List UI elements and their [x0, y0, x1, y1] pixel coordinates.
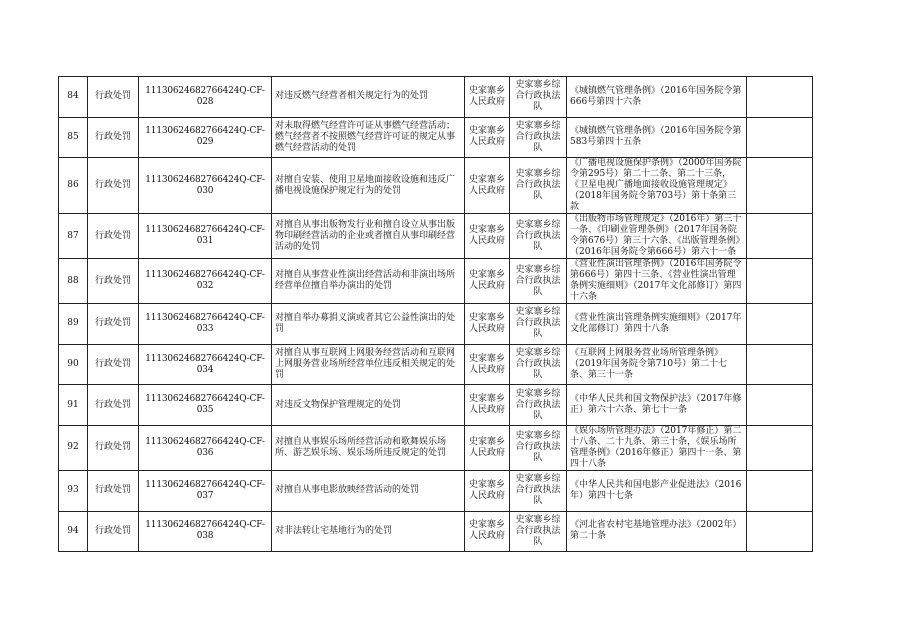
- row-number: 85: [59, 117, 88, 158]
- item-name-cell: 对非法转让宅基地行为的处罚: [272, 511, 465, 552]
- item-code-cell: 11130624682766424Q-CF-029: [139, 117, 272, 158]
- remarks-cell: [747, 344, 813, 385]
- power-list-table: [58, 76, 813, 552]
- row-number: 90: [59, 344, 88, 385]
- category-cell: 行政处罚: [88, 259, 139, 304]
- category-cell: 行政处罚: [88, 344, 139, 385]
- item-name-cell: 对擅自举办募捐义演或者其它公益性演出的处罚: [272, 304, 465, 345]
- subject-cell: 史家寨乡人民政府: [465, 214, 510, 259]
- item-name-cell: 对擅自从事互联网上网服务经营活动和互联网上网服务营业场所经营单位违反相关规定的处罚: [272, 344, 465, 385]
- item-code-cell: 11130624682766424Q-CF-032: [139, 259, 272, 304]
- table-row: [59, 158, 813, 214]
- category-cell: 行政处罚: [88, 511, 139, 552]
- department-cell: 史家寨乡综合行政执法队: [510, 344, 567, 385]
- category-cell: 行政处罚: [88, 304, 139, 345]
- category-cell: 行政处罚: [88, 425, 139, 470]
- table-body: [59, 77, 813, 552]
- item-name-cell: 对擅自从事电影放映经营活动的处罚: [272, 470, 465, 511]
- subject-cell: 史家寨乡人民政府: [465, 304, 510, 345]
- item-name-cell: 对违反燃气经营者相关规定行为的处罚: [272, 77, 465, 118]
- item-name-cell: 对擅自安装、使用卫星地面接收设施和违反广播电视设施保护规定行为的处罚: [272, 158, 465, 214]
- department-cell: 史家寨乡综合行政执法队: [510, 259, 567, 304]
- table-row: [59, 117, 813, 158]
- department-cell: 史家寨乡综合行政执法队: [510, 77, 567, 118]
- table-row: [59, 77, 813, 118]
- table-row: [59, 385, 813, 426]
- category-cell: 行政处罚: [88, 470, 139, 511]
- item-code-cell: 11130624682766424Q-CF-031: [139, 214, 272, 259]
- department-cell: 史家寨乡综合行政执法队: [510, 425, 567, 470]
- item-code-cell: 11130624682766424Q-CF-034: [139, 344, 272, 385]
- department-cell: 史家寨乡综合行政执法队: [510, 385, 567, 426]
- table-row: [59, 511, 813, 552]
- remarks-cell: [747, 425, 813, 470]
- row-number: 86: [59, 158, 88, 214]
- category-cell: 行政处罚: [88, 117, 139, 158]
- subject-cell: 史家寨乡人民政府: [465, 344, 510, 385]
- table-row: [59, 259, 813, 304]
- subject-cell: 史家寨乡人民政府: [465, 117, 510, 158]
- subject-cell: 史家寨乡人民政府: [465, 511, 510, 552]
- table-row: [59, 214, 813, 259]
- table-row: [59, 470, 813, 511]
- row-number: 88: [59, 259, 88, 304]
- legal-basis-cell: 《河北省农村宅基地管理办法》（2002年）第二十条: [567, 511, 747, 552]
- remarks-cell: [747, 304, 813, 345]
- legal-basis-cell: 《互联网上网服务营业场所管理条例》（2019年国务院令第710号）第二十七条、第三十一条: [567, 344, 747, 385]
- item-code-cell: 11130624682766424Q-CF-037: [139, 470, 272, 511]
- category-cell: 行政处罚: [88, 385, 139, 426]
- subject-cell: 史家寨乡人民政府: [465, 259, 510, 304]
- remarks-cell: [747, 385, 813, 426]
- department-cell: 史家寨乡综合行政执法队: [510, 304, 567, 345]
- item-code-cell: 11130624682766424Q-CF-036: [139, 425, 272, 470]
- remarks-cell: [747, 470, 813, 511]
- subject-cell: 史家寨乡人民政府: [465, 77, 510, 118]
- category-cell: 行政处罚: [88, 158, 139, 214]
- table-row: [59, 304, 813, 345]
- row-number: 89: [59, 304, 88, 345]
- legal-basis-cell: 《城镇燃气管理条例》（2016年国务院令第666号第四十六条: [567, 77, 747, 118]
- remarks-cell: [747, 511, 813, 552]
- department-cell: 史家寨乡综合行政执法队: [510, 470, 567, 511]
- subject-cell: 史家寨乡人民政府: [465, 385, 510, 426]
- item-code-cell: 11130624682766424Q-CF-038: [139, 511, 272, 552]
- subject-cell: 史家寨乡人民政府: [465, 470, 510, 511]
- table-row: [59, 344, 813, 385]
- remarks-cell: [747, 214, 813, 259]
- subject-cell: 史家寨乡人民政府: [465, 425, 510, 470]
- department-cell: 史家寨乡综合行政执法队: [510, 214, 567, 259]
- row-number: 92: [59, 425, 88, 470]
- item-name-cell: 对擅自从事娱乐场所经营活动和歌舞娱乐场所、游艺娱乐场、娱乐场所违反规定的处罚: [272, 425, 465, 470]
- item-code-cell: 11130624682766424Q-CF-033: [139, 304, 272, 345]
- legal-basis-cell: 《出版物市场管理规定》（2016年）第三十一条、《印刷业管理条例》（2017年国务院令第676号）第三十六条、《出版管理条例》（2016年国务院令第666号）第六十一条: [567, 214, 747, 259]
- table-row: [59, 425, 813, 470]
- item-code-cell: 11130624682766424Q-CF-028: [139, 77, 272, 118]
- department-cell: 史家寨乡综合行政执法队: [510, 511, 567, 552]
- legal-basis-cell: 《广播电视设施保护条例》（2000年国务院令第295号）第二十二条、第二十三条，《卫星电视广播地面接收设施管理规定》（2018年国务院令第703号）第十条第三款: [567, 158, 747, 214]
- row-number: 91: [59, 385, 88, 426]
- item-name-cell: 对未取得燃气经营许可证从事燃气经营活动；燃气经营者不按照燃气经营许可证的规定从事燃气经营活动的处罚: [272, 117, 465, 158]
- item-code-cell: 11130624682766424Q-CF-030: [139, 158, 272, 214]
- item-name-cell: 对擅自从事营业性演出经营活动和非演出场所经营单位擅自举办演出的处罚: [272, 259, 465, 304]
- department-cell: 史家寨乡综合行政执法队: [510, 117, 567, 158]
- item-name-cell: 对违反文物保护管理规定的处罚: [272, 385, 465, 426]
- category-cell: 行政处罚: [88, 214, 139, 259]
- legal-basis-cell: 《中华人民共和国电影产业促进法》（2016年）第四十七条: [567, 470, 747, 511]
- remarks-cell: [747, 158, 813, 214]
- remarks-cell: [747, 259, 813, 304]
- subject-cell: 史家寨乡人民政府: [465, 158, 510, 214]
- remarks-cell: [747, 77, 813, 118]
- category-cell: 行政处罚: [88, 77, 139, 118]
- legal-basis-cell: 《营业性演出管理条例》（2016年国务院令第666号）第四十三条、《营业性演出管理条例实施细则》（2017年文化部修订）第四十六条: [567, 259, 747, 304]
- legal-basis-cell: 《营业性演出管理条例实施细则》（2017年文化部修订）第四十八条: [567, 304, 747, 345]
- department-cell: 史家寨乡综合行政执法队: [510, 158, 567, 214]
- row-number: 94: [59, 511, 88, 552]
- row-number: 84: [59, 77, 88, 118]
- item-name-cell: 对擅自从事出版物发行业和擅自设立从事出版物印刷经营活动的企业或者擅自从事印刷经营活动的处罚: [272, 214, 465, 259]
- legal-basis-cell: 《娱乐场所管理办法》（2017年修正）第二十八条、二十九条、第三十条，《娱乐场所管理条例》（2016年修正）第四十一条、第四十八条: [567, 425, 747, 470]
- remarks-cell: [747, 117, 813, 158]
- legal-basis-cell: 《城镇燃气管理条例》（2016年国务院令第583号第四十五条: [567, 117, 747, 158]
- row-number: 87: [59, 214, 88, 259]
- item-code-cell: 11130624682766424Q-CF-035: [139, 385, 272, 426]
- row-number: 93: [59, 470, 88, 511]
- legal-basis-cell: 《中华人民共和国文物保护法》（2017年修正）第六十六条、第七十一条: [567, 385, 747, 426]
